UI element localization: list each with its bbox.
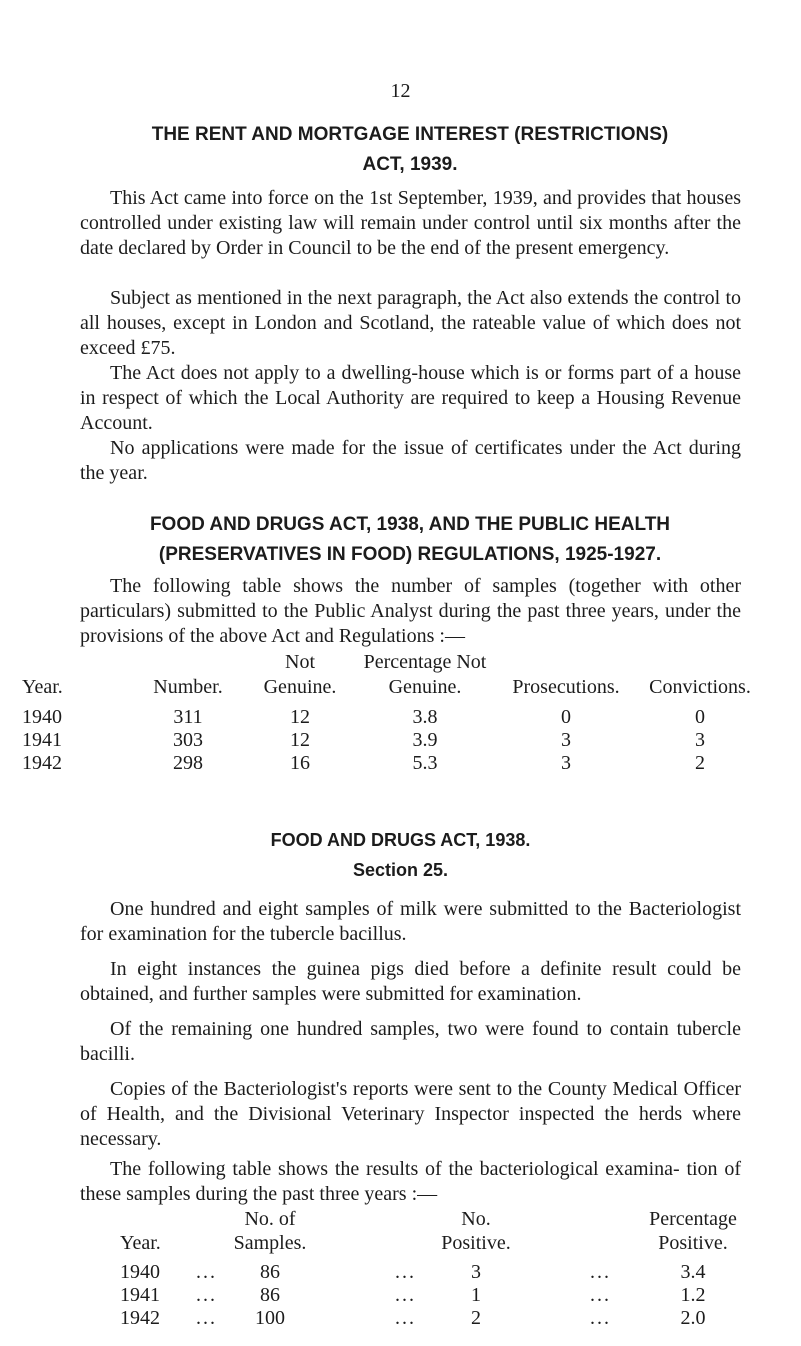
heading-line: (PRESERVATIVES IN FOOD) REGULATIONS, 1925-1927. [158,544,662,565]
table-cell: 2 [471,1307,481,1329]
dot-leader: ... [395,1307,416,1329]
table-header: Positive. [658,1232,728,1254]
table-header: Year. [120,1232,161,1254]
table-cell: 2.0 [680,1307,706,1329]
table-cell: 1942 [22,752,62,774]
table-header: Prosecutions. [512,676,620,698]
paragraph: Subject as mentioned in the next paragraph, the Act also extends the control to all houses, except in London and Scotland, the rateable value of which does not exceed £75. [80,287,741,359]
table-header: Genuine. [388,676,462,698]
table-cell: 1940 [120,1261,160,1283]
paragraph: Of the remaining one hundred samples, two were found to contain tubercle bacilli. [80,1018,741,1065]
table-header: Convictions. [649,676,751,698]
dot-leader: ... [395,1261,416,1283]
table-cell: 1941 [22,729,62,751]
table-cell: 3 [471,1261,481,1283]
dot-leader: ... [196,1261,217,1283]
table-cell: 12 [290,729,310,751]
table-cell: 3.9 [412,729,438,751]
table-header: Year. [22,676,63,698]
paragraph: One hundred and eight samples of milk were submitted to the Bacteriologist for examination for the tubercle bacillus. [80,898,741,945]
dot-leader: ... [196,1284,217,1306]
table-header-top: Not [285,651,315,673]
page-number: 12 [390,80,411,102]
paragraph: This Act came into force on the 1st September, 1939, and provides that houses controlled under existing law will remain under control until six months after the date declared by Order in Council to be the end of the present emergency. [80,187,741,259]
heading-line: ACT, 1939. [362,154,458,175]
table-cell: 1 [471,1284,481,1306]
dot-leader: ... [590,1284,611,1306]
dot-leader: ... [395,1284,416,1306]
table-cell: 3 [561,729,571,751]
dot-leader: ... [590,1261,611,1283]
heading-line: FOOD AND DRUGS ACT, 1938, AND THE PUBLIC HEALTH [149,514,671,535]
heading-line: THE RENT AND MORTGAGE INTEREST (RESTRICTIONS) [151,124,669,145]
paragraph: The Act does not apply to a dwelling-house which is or forms part of a house in respect of which the Local Authority are required to keep a Housing Revenue Account. [80,362,741,434]
table-cell: 5.3 [412,752,438,774]
table-cell: 298 [173,752,203,774]
section-heading-rent-act [60,120,760,180]
table-cell: 0 [561,706,571,728]
table-cell: 311 [173,706,203,728]
table-header: Samples. [233,1232,307,1254]
paragraph: The following table shows the number of samples (together with other particulars) submitted to the Public Analyst during the past three years, under the provisions of the above Act and Regulations :— [80,575,741,647]
table-cell: 2 [695,752,705,774]
table-header: Positive. [441,1232,511,1254]
table-header: Number. [153,676,223,698]
table-header-top: Percentage [649,1208,737,1230]
table-cell: 1942 [120,1307,160,1329]
table-cell: 3.4 [680,1261,706,1283]
dot-leader: ... [590,1307,611,1329]
table-cell: 1940 [22,706,62,728]
table-cell: 3 [695,729,705,751]
paragraph: No applications were made for the issue of certificates under the Act during the year. [80,437,741,484]
table-cell: 86 [260,1261,280,1283]
section-heading-food-drugs-1938: FOOD AND DRUGS ACT, 1938. [270,830,531,850]
table-header: Genuine. [263,676,337,698]
table-cell: 12 [290,706,310,728]
table-header-top: No. [461,1208,491,1230]
table-cell: 100 [255,1307,285,1329]
paragraph: In eight instances the guinea pigs died before a definite result could be obtained, and further samples were submitted for examination. [80,958,741,1005]
table-cell: 1.2 [680,1284,706,1306]
table-cell: 303 [173,729,203,751]
table-header-top: No. of [244,1208,296,1230]
table-cell: 3 [561,752,571,774]
dot-leader: ... [196,1307,217,1329]
table-cell: 16 [290,752,310,774]
paragraph: Copies of the Bacteriologist's reports were sent to the County Medical Officer of Health, and the Divisional Veterinary Inspector inspected the herds where necessary. [80,1078,741,1150]
section-subheading: Section 25. [352,860,449,880]
table-cell: 86 [260,1284,280,1306]
table-cell: 1941 [120,1284,160,1306]
table-cell: 0 [695,706,705,728]
table-header-top: Percentage Not [363,651,487,673]
paragraph: The following table shows the results of the bacteriological examina- tion of these samples during the past three years :— [80,1158,741,1205]
table-cell: 3.8 [412,706,438,728]
section-heading-food-drugs-preservatives [60,510,760,570]
